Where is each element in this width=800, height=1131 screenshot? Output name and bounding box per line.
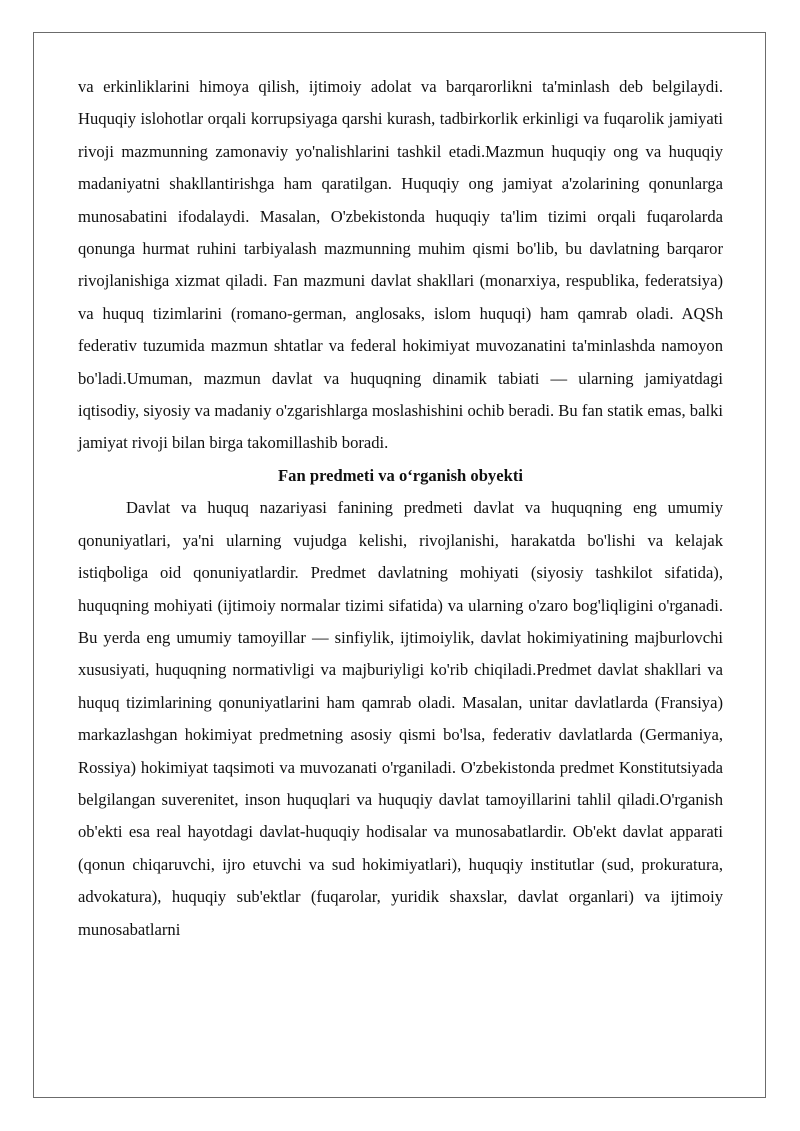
section-heading: Fan predmeti va o‘rganish obyekti — [278, 465, 523, 485]
document-body — [78, 71, 723, 946]
body-paragraph-predmet: Davlat va huquq nazariyasi fanining predmeti davlat va huquqning eng umumiy qonuniyatlari, ya'ni ularning vujudga kelishi, rivojlanishi, harakatda bo'lishi va kelajak istiqboliga oid qonuniyatlardir. Predmet davlatning mohiyati (siyosiy tashkilot sifatida), huquqning mohiyati (ijtimoiy normalar tizimi sifatida) va ularning o'zaro bog'liqligini o'rganadi. Bu yerda eng umumiy tamoyillar — sinfiylik, ijtimoiylik, davlat hokimiyatining majburlovchi xususiyati, huquqning normativligi va majburiyligi ko'rib chiqiladi.Predmet davlat shakllari va huquq tizimlarining qonuniyatlarini ham qamrab oladi. Masalan, unitar davlatlarda (Fransiya) markazlashgan hokimiyat predmetning asosiy qismi bo'lsa, federativ davlatlarda (Germaniya, Rossiya) hokimiyat taqsimoti va muvozanati o'rganiladi. O'zbekistonda predmet Konstitutsiyada belgilangan suverenitet, inson huquqlari va huquqiy davlat tamoyillarini tahlil qiladi.O'rganish ob'ekti esa real hayotdagi davlat-huquqiy hodisalar va munosabatlardir. Ob'ekt davlat apparati (qonun chiqaruvchi, ijro etuvchi va sud hokimiyatlari), huquqiy institutlar (sud, prokuratura, advokatura), huquqiy sub'ektlar (fuqarolar, yuridik shaxslar, davlat organlari) va ijtimoiy munosabatlarni — [78, 498, 723, 939]
body-paragraph-continued: va erkinliklarini himoya qilish, ijtimoiy adolat va barqarorlikni ta'minlash deb belgilaydi. Huquqiy islohotlar orqali korrupsiyaga qarshi kurash, tadbirkorlik erkinligi va fuqarolik jamiyati rivoji mazmunning zamonaviy yo'nalishlarini tashkil etadi.Mazmun huquqiy ong va huquqiy madaniyatni shakllantirishga ham qaratilgan. Huquqiy ong jamiyat a'zolarining qonunlarga munosabatini ifodalaydi. Masalan, O'zbekistonda huquqiy ta'lim tizimi orqali fuqarolarda qonunga hurmat ruhini tarbiyalash mazmunning muhim qismi bo'lib, bu davlatning barqaror rivojlanishiga xizmat qiladi. Fan mazmuni davlat shakllari (monarxiya, respublika, federatsiya) va huquq tizimlarini (romano-german, anglosaks, islom huquqi) ham qamrab oladi. AQSh federativ tuzumida mazmun shtatlar va federal hokimiyat muvozanatini ta'minlashda namoyon bo'ladi.Umuman, mazmun davlat va huquqning dinamik tabiati — ularning jamiyatdagi iqtisodiy, siyosiy va madaniy o'zgarishlarga moslashishini ochib beradi. Bu fan statik emas, balki jamiyat rivoji bilan birga takomillashib boradi. — [78, 77, 723, 453]
